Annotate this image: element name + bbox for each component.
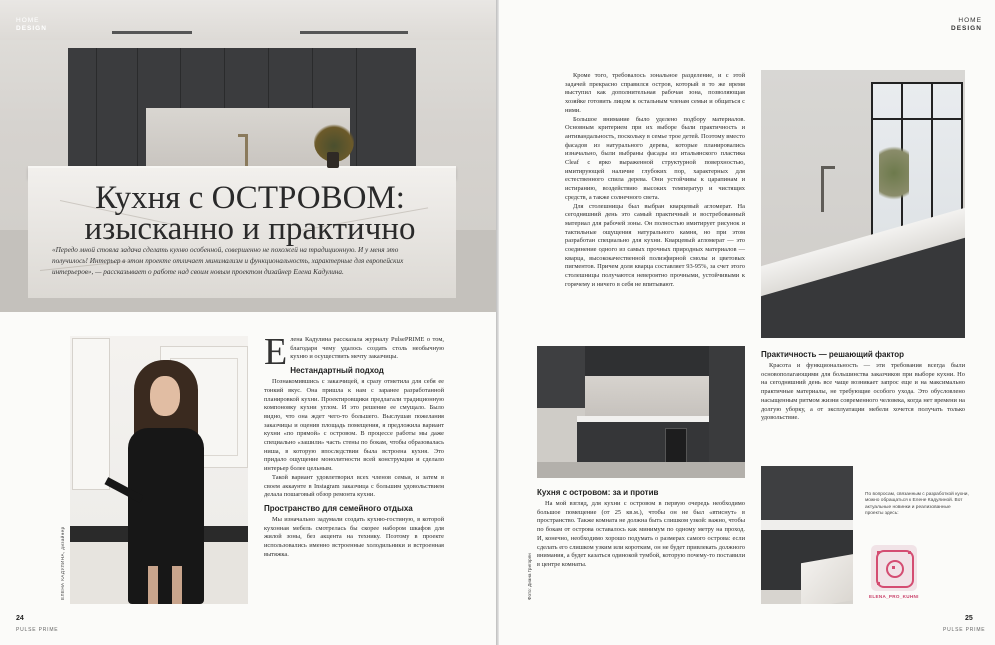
section-heading: Практичность — решающий фактор (761, 350, 905, 359)
left-text-column (264, 331, 444, 559)
drop-cap: Е (264, 331, 288, 373)
cabinet-seam (356, 48, 357, 176)
contact-note: По вопросам, связанным с разработкой кухни, можно обращаться к Елене Кадулиной. Вот актуальные новинки и реализованные проекты здесь: (865, 492, 969, 517)
tall-cabinet (709, 346, 745, 470)
black-dress (128, 428, 204, 604)
dark-wall (761, 466, 853, 520)
body-paragraph: Мы изначально задумали создать кухню-гостиную, в которой кухонная мебель смотрелась бы скорее набором шкафов для жилой зоны, без акцента на технику. Поэтому в проекте использовались именно встроенные холодильники и встроенная вытяжка. (264, 515, 444, 558)
qr-cell (877, 551, 880, 554)
footer-brand: PULSE PRIME (943, 627, 986, 633)
tree (879, 138, 909, 208)
right-text-column-3 (537, 484, 745, 570)
ceiling (0, 0, 496, 40)
section-label (16, 17, 47, 33)
floor (537, 462, 745, 478)
section-label-top: HOME (16, 17, 40, 24)
background-door (72, 338, 110, 490)
section-heading: Пространство для семейного отдыха (264, 503, 413, 513)
section-label-bottom: DESIGN (951, 25, 982, 32)
article-lede: «Передо мной стояла задача сделать кухню особенной, совершенно не похожей на традиционную. И у меня это получилось! Интерьер в этом проекте отличает минимализм и функциональность, характерные для европейских интерьеров», — рассказывает о работе над своим новым проектом дизайнер Елена Кадулина. (52, 246, 404, 276)
right-page (499, 0, 995, 645)
footer-brand: PULSE PRIME (16, 627, 59, 633)
faucet (821, 166, 824, 212)
cabinet-seam (96, 48, 97, 176)
leg (172, 566, 182, 604)
qr-cell (892, 566, 895, 569)
faucet (245, 134, 248, 166)
left-page (0, 0, 496, 645)
section-label-top: HOME (958, 17, 982, 24)
island-closeup-photo (761, 70, 965, 338)
article-title (80, 180, 420, 247)
intro-text: лена Кадулина рассказала журналу PulsePRIME о том, благодаря чему удалось создать столь необычную кухню и осуществить мечту заказчицы. (290, 336, 444, 361)
title-line-1: Кухня с ОСТРОВОМ: (95, 180, 405, 216)
kitchen-wall-photo (537, 346, 745, 478)
faucet-spout (238, 134, 248, 137)
vent-slot (300, 31, 408, 34)
face (150, 376, 180, 416)
oven (665, 428, 687, 464)
instagram-logo-icon (876, 550, 914, 588)
leg (148, 566, 158, 604)
upper-cabinet (585, 346, 709, 376)
page-number: 25 (965, 615, 973, 622)
page-number: 24 (16, 615, 24, 622)
kitchen-detail-photo (761, 466, 853, 604)
window-mullion (931, 82, 933, 236)
section-label (951, 17, 982, 33)
vent-slot (112, 31, 192, 34)
body-paragraph: Красота и функциональность — эти требования всегда были основополагающими для большинства заказчиков при выборе кухни. Но на сегодняшний день все чаще возникает запрос еще и на максимально практичные материалы, не требующие особого ухода. Это обусловлено насыщенным ритмом жизни современного человека, когда нет времени на долгую уборку, а от эксплуатации мебели хочется получать только удовольствие. (761, 362, 965, 422)
body-paragraph: Познакомившись с заказчицей, я сразу отметила для себя ее тонкий вкус. Она пришла к нам с заранее разработанной планировкой кухни. Проектировщики предлагали традиционную компоновку кухни углом. И это решение ее смущало. Было видно, что она ждет чего-то большего. Выслушав пожелания заказчицы и оценив площадь помещения, я предложила вариант кухни «по прямой» с островом. В процессе работы мы даже специально «зашили» часть стены по бокам, чтобы образовалась ниша, в которую впоследствии была встроена кухня. Это придало ощущение монолитности всей конструкции и сделало интерьер более цельным. (264, 378, 444, 473)
section-heading: Нестандартный подход (290, 366, 384, 376)
title-line-2: изысканно и практично (84, 211, 416, 247)
body-paragraph: Кроме того, требовалось зональное разделение, и с этой задачей прекрасно справился остров, который в то же время выступил как дополнительная рабочая зона, позволяющая хозяйке готовить лицом к остальным членам семьи и общаться с ними. (565, 72, 745, 114)
countertop (761, 520, 853, 530)
instagram-handle[interactable]: ELENA_PRO_KUHNI (869, 594, 919, 599)
body-paragraph: Большое внимание было уделено подбору материалов. Основным критерием при их выборе были практичность и антивандальность, поскольку в семье трое детей. Поэтому вместо фасадов из натурального дерева, которые планировались изначально, были выбраны фасады из итальянского пластика Cleaf с ярко выраженной структурной поверхностью, имитирующей наличие глубоких пор, характерных для естественного спила дерева. Они устойчивы к царапинам и истиранию, воздействию высоких температур и чистящих средств, а также солнечного света. (565, 115, 745, 201)
section-label-bottom: DESIGN (16, 25, 47, 32)
designer-portrait (70, 336, 248, 604)
instagram-qr-code-icon[interactable] (871, 545, 917, 591)
body-paragraph: Для столешницы был выбран кварцевый агломерат. На сегодняшний день это самый практичный и востребованный материал для рабочей зоны. Он полностью имитирует рисунок и тактильные ощущения натурального камня, но при этом разработан специально для кухни. Кварцевый агломерат — это соединение одного из самых прочных природных материалов — кварца, высококачественной полиэфирной смолы и цветовых пигментов. Причем доля кварца составляет 93-95%, за счет этого столешницы получаются невероятно прочными, устойчивыми к горячему и ничего в себя не впитывают. (565, 202, 745, 288)
photo-credit: Фото: Диана Григорян (527, 553, 532, 600)
right-text-column-2 (761, 346, 965, 423)
qr-cell (908, 551, 911, 554)
qr-cell (877, 582, 880, 585)
right-text-column-1 (565, 72, 745, 290)
window-transom (871, 118, 963, 120)
cabinet-seam (137, 48, 138, 176)
body-paragraph: Такой вариант удовлетворил всех членов семьи, и затем в своем аккаунте в Instagram заказчица с большим удовольствием делала пошаговый обзор ремонта кухни. (264, 473, 444, 499)
backsplash (585, 376, 709, 416)
faucet-spout (821, 166, 835, 169)
vase (327, 152, 339, 168)
portrait-caption: ЕЛЕНА КАДУЛИНА, дизайнер (60, 526, 65, 600)
body-paragraph: На мой взгляд, для кухни с островом в первую очередь необходимо большое помещение (от 25 кв.м.), чтобы он не был «втиснут» в пространство. Также комната не должна быть слишком узкой: важно, чтобы по бокам от острова оставалось как минимум по одному метру на проход. И, конечно, необходимо хорошо подумать о размерах самого острова: если сделать его слишком узким или коротким, он не будет привлекать должного внимания, а будет казаться одинокой тумбой, которую почему-то поставили в центре комнаты. (537, 500, 745, 568)
section-heading: Кухня с островом: за и против (537, 488, 659, 497)
